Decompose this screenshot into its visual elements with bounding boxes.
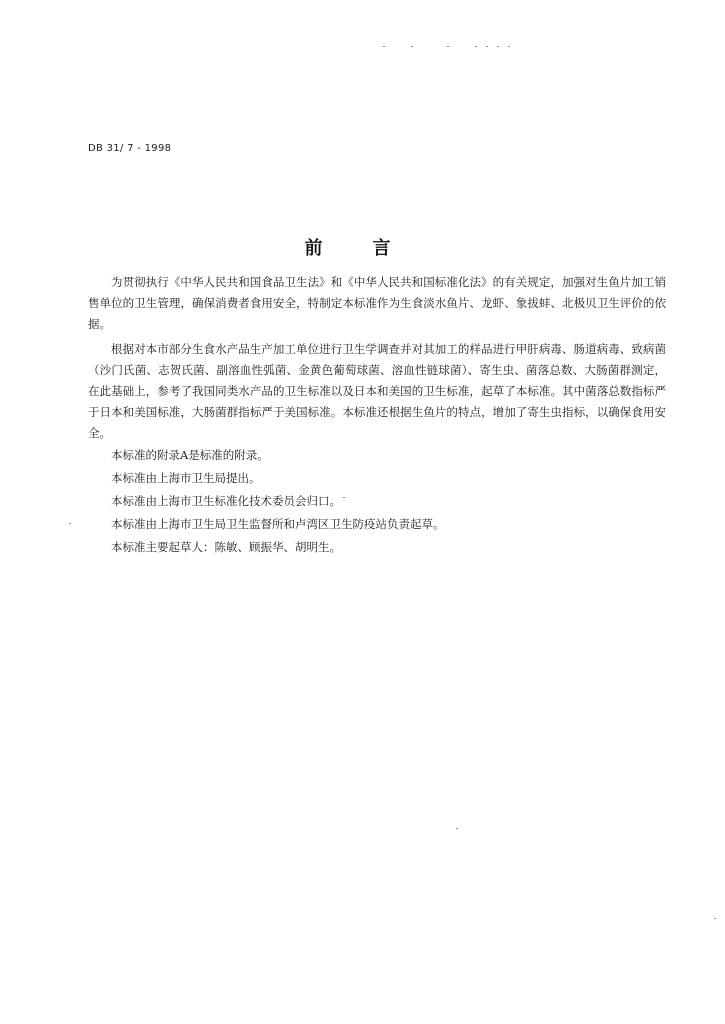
scan-speck	[69, 523, 71, 524]
scan-speck	[456, 828, 458, 829]
scan-speck	[343, 497, 345, 498]
scan-speck	[486, 46, 488, 47]
scan-speck	[714, 918, 716, 919]
statement-drafters: 本标准主要起草人：陈敏、顾振华、胡明生。	[111, 540, 341, 554]
paragraph-1: 为贯彻执行《中华人民共和国食品卫生法》和《中华人民共和国标准化法》的有关规定，加强对生鱼片加工销售单位的卫生管理，确保消费者食用安全，特制定本标准作为生食淡水鱼片、龙虾、象拔蚌、北极贝卫生评价的依据。	[88, 275, 666, 331]
page-title: 前言	[304, 238, 441, 259]
statement-proposed-by: 本标准由上海市卫生局提出。	[111, 471, 261, 485]
statement-appendix: 本标准的附录A是标准的附录。	[111, 448, 269, 462]
statement-drafted-by: 本标准由上海市卫生局卫生监督所和卢湾区卫生防疫站负责起草。	[111, 517, 445, 531]
scan-speck	[411, 46, 413, 47]
document-code: DB 31/ 7 - 1998	[88, 143, 172, 154]
foreword-body	[88, 272, 666, 559]
scan-speck	[383, 46, 385, 47]
statement-centralized-by: 本标准由上海市卫生标准化技术委员会归口。	[111, 494, 341, 508]
scan-speck	[447, 46, 449, 47]
paragraph-2: 根据对本市部分生食水产品生产加工单位进行卫生学调查并对其加工的样品进行甲肝病毒、肠道病毒、致病菌（沙门氏菌、志贺氏菌、副溶血性弧菌、金黄色葡萄球菌、溶血性链球菌）、寄生虫、菌落总数、大肠菌群测定，在此基础上，参考了我国同类水产品的卫生标准以及日本和美国的卫生标准，起草了本标准。其中菌落总数指标严于日本和美国标准，大肠菌群指标严于美国标准。本标准还根据生鱼片的特点，增加了寄生虫指标，以确保食用安全。	[88, 342, 666, 440]
scan-speck	[475, 46, 477, 47]
scan-speck	[508, 46, 510, 47]
scan-speck	[497, 46, 499, 47]
